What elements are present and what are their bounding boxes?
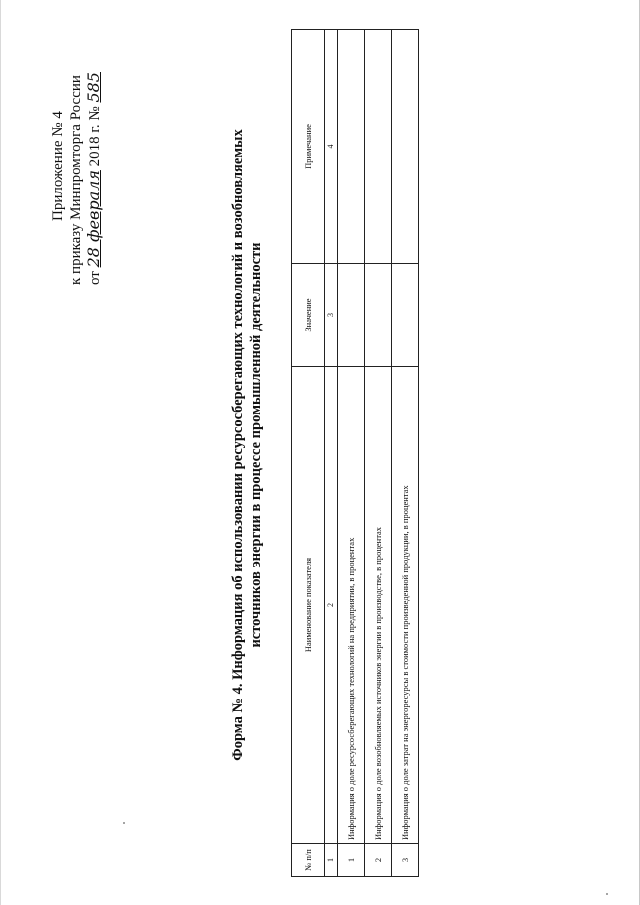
row-name: Информация о доле ресурсосберегающих технологий на предприятии, в процентах xyxy=(338,367,365,844)
annex-order-line: к приказу Минпромторга России xyxy=(68,75,84,285)
annex-title: Приложение № 4 xyxy=(50,111,66,221)
column-number: 2 xyxy=(325,367,338,844)
annex-handwritten-date: 28 февраля xyxy=(84,170,103,268)
indicators-table xyxy=(291,29,419,877)
header-name: Наименование показателя xyxy=(292,367,325,844)
annex-year-label: 2018 г. № xyxy=(87,106,103,167)
table-header-row xyxy=(292,30,325,877)
column-number: 3 xyxy=(325,264,338,367)
row-value xyxy=(392,264,419,367)
row-note xyxy=(338,30,365,264)
column-number-row xyxy=(325,30,338,877)
annex-handwritten-number: 585 xyxy=(84,72,103,103)
row-value xyxy=(338,264,365,367)
form-title-line-1: Форма № 4. Информация об использовании ресурсосберегающих технологий и возобновляемых xyxy=(230,129,246,761)
header-value: Значение xyxy=(292,264,325,367)
form-title xyxy=(229,65,265,825)
row-num: 2 xyxy=(365,844,392,877)
form-title-line-2: источников энергии в процессе промышленной деятельности xyxy=(248,242,264,648)
table-row xyxy=(392,30,419,877)
header-num: № п/п xyxy=(292,844,325,877)
rotated-document xyxy=(1,0,640,905)
row-note xyxy=(392,30,419,264)
table-row xyxy=(365,30,392,877)
table-row xyxy=(338,30,365,877)
annex-date-line xyxy=(85,15,104,285)
column-number: 1 xyxy=(325,844,338,877)
annex-date-prefix: от xyxy=(87,271,103,285)
row-num: 3 xyxy=(392,844,419,877)
column-number: 4 xyxy=(325,30,338,264)
row-name: Информация о доле возобновляемых источников энергии в производстве, в процентах xyxy=(365,367,392,844)
row-name: Информация о доле затрат на энергоресурсы в стоимости произведенной продукции, в процентах xyxy=(392,367,419,844)
header-note: Примечание xyxy=(292,30,325,264)
row-value xyxy=(365,264,392,367)
row-note xyxy=(365,30,392,264)
annex-block xyxy=(49,15,104,285)
row-num: 1 xyxy=(338,844,365,877)
